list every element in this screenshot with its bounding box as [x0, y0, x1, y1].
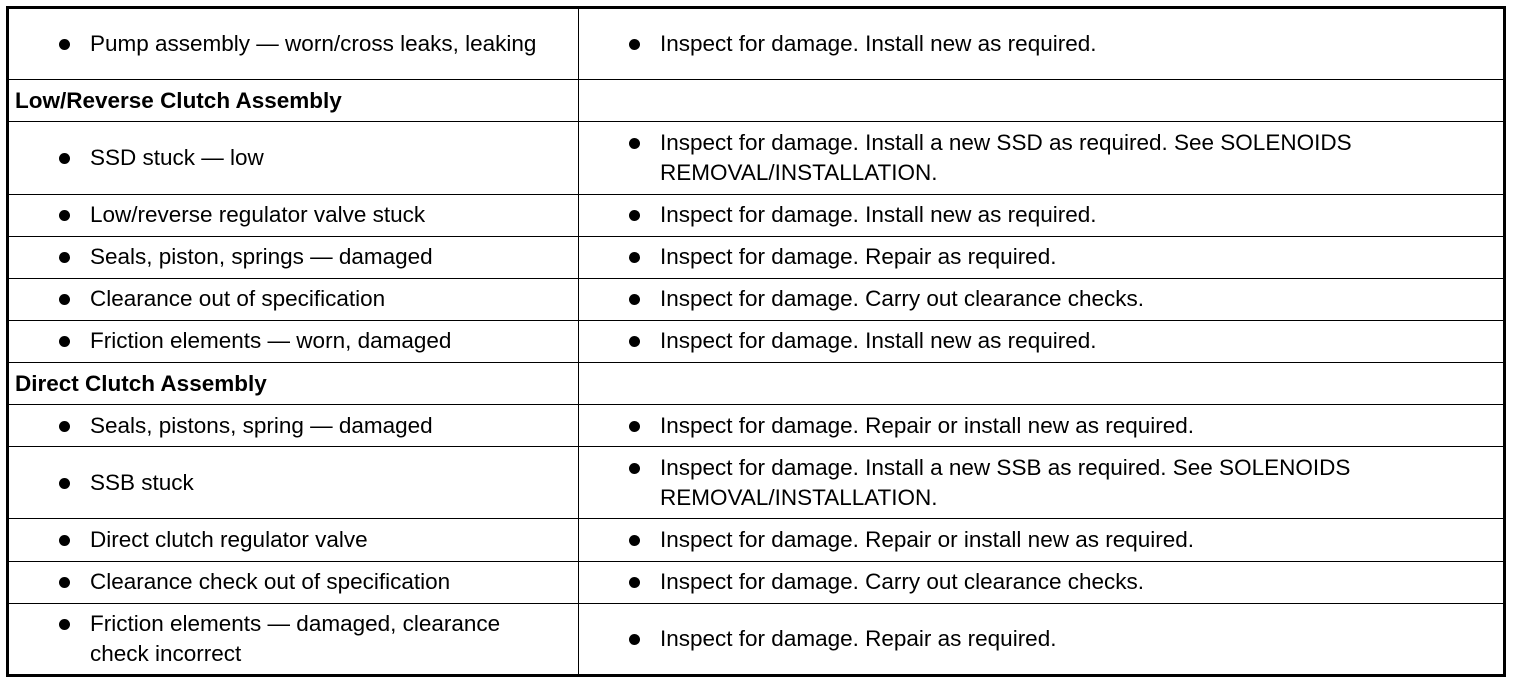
action-cell	[579, 519, 1505, 561]
action-text: Inspect for damage. Repair or install new as required.	[660, 412, 1195, 438]
condition-cell	[8, 519, 579, 561]
bullet-icon	[59, 478, 70, 489]
bullet-icon	[629, 463, 640, 474]
condition-cell	[8, 447, 579, 519]
empty-cell	[579, 80, 1505, 122]
table-row	[8, 278, 1505, 320]
bullet-icon	[629, 252, 640, 263]
action-text: Inspect for damage. Install new as required.	[660, 328, 1097, 354]
action-cell	[579, 405, 1505, 447]
bullet-icon	[59, 294, 70, 305]
condition-cell	[8, 278, 579, 320]
table-row	[8, 603, 1505, 675]
bullet-icon	[629, 210, 640, 221]
bullet-icon	[629, 138, 640, 149]
bullet-icon	[59, 252, 70, 263]
action-text: Inspect for damage. Carry out clearance checks.	[660, 569, 1144, 595]
condition-text: Friction elements — worn, damaged	[90, 328, 452, 354]
action-text: Inspect for damage. Install a new SSB as required. See SOLENOIDS REMOVAL/INSTALLATION.	[660, 454, 1351, 510]
bullet-icon	[629, 634, 640, 645]
action-cell	[579, 8, 1505, 80]
action-cell	[579, 122, 1505, 194]
table-row	[8, 561, 1505, 603]
action-text: Inspect for damage. Repair or install new as required.	[660, 527, 1195, 553]
bullet-icon	[629, 421, 640, 432]
condition-cell	[8, 603, 579, 675]
action-cell	[579, 320, 1505, 362]
bullet-icon	[59, 421, 70, 432]
action-cell	[579, 236, 1505, 278]
condition-text: Pump assembly — worn/cross leaks, leaking	[90, 31, 537, 57]
diagnosis-table	[6, 6, 1506, 677]
action-text: Inspect for damage. Carry out clearance checks.	[660, 286, 1144, 312]
condition-text: Clearance check out of specification	[90, 569, 451, 595]
bullet-icon	[629, 336, 640, 347]
table-row	[8, 447, 1505, 519]
condition-text: Seals, piston, springs — damaged	[90, 244, 433, 270]
table-row	[8, 320, 1505, 362]
bullet-icon	[59, 577, 70, 588]
section-title: Direct Clutch Assembly	[8, 363, 579, 405]
bullet-icon	[59, 210, 70, 221]
condition-cell	[8, 561, 579, 603]
action-cell	[579, 561, 1505, 603]
section-row	[8, 363, 1505, 405]
action-text: Inspect for damage. Repair as required.	[660, 625, 1057, 651]
action-cell	[579, 447, 1505, 519]
action-text: Inspect for damage. Install a new SSD as required. See SOLENOIDS REMOVAL/INSTALLATION.	[660, 129, 1352, 185]
condition-cell	[8, 8, 579, 80]
condition-text: Direct clutch regulator valve	[90, 527, 368, 553]
action-cell	[579, 603, 1505, 675]
table-row	[8, 8, 1505, 80]
condition-cell	[8, 320, 579, 362]
table-row	[8, 519, 1505, 561]
bullet-icon	[59, 619, 70, 630]
condition-text: Clearance out of specification	[90, 286, 386, 312]
action-text: Inspect for damage. Install new as required.	[660, 202, 1097, 228]
section-title: Low/Reverse Clutch Assembly	[8, 80, 579, 122]
condition-cell	[8, 405, 579, 447]
condition-cell	[8, 236, 579, 278]
action-text: Inspect for damage. Install new as required.	[660, 31, 1097, 57]
bullet-icon	[629, 535, 640, 546]
action-text: Inspect for damage. Repair as required.	[660, 244, 1057, 270]
bullet-icon	[629, 577, 640, 588]
table-row	[8, 122, 1505, 194]
condition-text: SSD stuck — low	[90, 144, 264, 170]
table-row	[8, 405, 1505, 447]
condition-cell	[8, 194, 579, 236]
condition-text: Low/reverse regulator valve stuck	[90, 202, 426, 228]
table-row	[8, 194, 1505, 236]
bullet-icon	[59, 39, 70, 50]
table-body	[8, 8, 1505, 676]
condition-text: Friction elements — damaged, clearance check incorrect	[90, 610, 501, 666]
bullet-icon	[629, 294, 640, 305]
condition-text: SSB stuck	[90, 469, 194, 495]
empty-cell	[579, 363, 1505, 405]
action-cell	[579, 278, 1505, 320]
condition-cell	[8, 122, 579, 194]
bullet-icon	[59, 336, 70, 347]
condition-text: Seals, pistons, spring — damaged	[90, 412, 433, 438]
table-row	[8, 236, 1505, 278]
bullet-icon	[59, 535, 70, 546]
section-row	[8, 80, 1505, 122]
bullet-icon	[629, 39, 640, 50]
bullet-icon	[59, 153, 70, 164]
action-cell	[579, 194, 1505, 236]
